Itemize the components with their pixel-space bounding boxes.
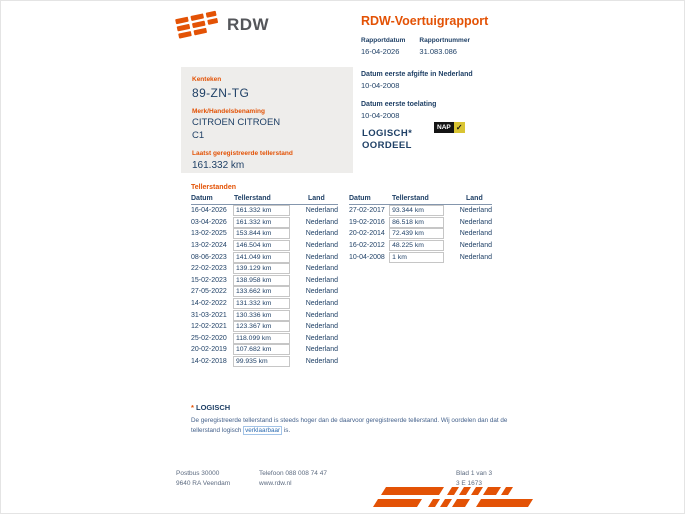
row-country: Nederland xyxy=(305,265,338,273)
row-date: 16-04-2026 xyxy=(191,207,227,215)
odometer-table-left-header xyxy=(191,195,338,205)
kenteken-value: 89-ZN-TG xyxy=(192,86,250,100)
col-header-datum: Datum xyxy=(349,195,371,202)
first-admission xyxy=(361,101,473,120)
row-country: Nederland xyxy=(305,253,338,261)
row-country: Nederland xyxy=(305,323,338,331)
table-row xyxy=(191,251,338,263)
row-odometer-value: 99.935 km xyxy=(233,356,290,367)
row-odometer-value: 130.336 km xyxy=(233,310,290,321)
nap-logo xyxy=(434,122,465,133)
odometer-table-right-header xyxy=(349,195,492,205)
first-issue-label: Datum eerste afgifte in Nederland xyxy=(361,71,473,78)
row-country: Nederland xyxy=(305,230,338,238)
table-row xyxy=(191,344,338,356)
col-header-tellerstand: Tellerstand xyxy=(234,195,271,202)
last-odometer-label: Laatst geregistreerde tellerstand xyxy=(192,150,293,157)
row-odometer-value: 138.958 km xyxy=(233,275,290,286)
logisch-footnote xyxy=(191,403,521,436)
row-date: 14-02-2018 xyxy=(191,358,227,366)
row-country: Nederland xyxy=(459,207,492,215)
row-odometer-value: 93.344 km xyxy=(389,205,444,216)
col-header-land: Land xyxy=(466,195,483,202)
footer-postbus: Postbus 30000 xyxy=(176,470,220,477)
col-header-datum: Datum xyxy=(191,195,213,202)
row-country: Nederland xyxy=(305,334,338,342)
report-number xyxy=(419,37,470,56)
footer-phone: Telefoon 088 008 74 47 xyxy=(259,470,327,477)
first-admission-label: Datum eerste toelating xyxy=(361,101,437,108)
row-date: 13-02-2024 xyxy=(191,242,227,250)
row-odometer-value: 133.662 km xyxy=(233,286,290,297)
verdict-line2: OORDEEL xyxy=(362,140,412,151)
row-date: 20-02-2019 xyxy=(191,346,227,354)
row-date: 19-02-2016 xyxy=(349,218,385,226)
kenteken-label: Kenteken xyxy=(192,76,222,83)
footnote-line2-after: is. xyxy=(282,427,291,434)
row-odometer-value: 153.844 km xyxy=(233,228,290,239)
row-date: 15-02-2023 xyxy=(191,276,227,284)
col-header-tellerstand: Tellerstand xyxy=(392,195,429,202)
rdw-logo-text: RDW xyxy=(227,15,270,34)
row-date: 22-02-2023 xyxy=(191,265,227,273)
row-odometer-value: 72.439 km xyxy=(389,228,444,239)
row-date: 10-04-2008 xyxy=(349,253,385,261)
row-odometer-value: 161.332 km xyxy=(233,205,290,216)
footer-address xyxy=(176,469,230,488)
report-meta xyxy=(361,37,470,56)
row-odometer-value: 123.367 km xyxy=(233,321,290,332)
row-date: 03-04-2026 xyxy=(191,218,227,226)
row-odometer-value: 139.129 km xyxy=(233,263,290,274)
table-row xyxy=(349,217,492,229)
vehicle-summary-box xyxy=(181,67,353,173)
rdw-logo xyxy=(174,10,269,40)
row-odometer-value: 1 km xyxy=(389,252,444,263)
table-row xyxy=(191,240,338,252)
footer-paging xyxy=(456,469,492,488)
row-country: Nederland xyxy=(305,276,338,284)
table-row xyxy=(349,251,492,263)
table-row xyxy=(191,356,338,368)
col-header-land: Land xyxy=(308,195,325,202)
verdict-text xyxy=(362,128,412,152)
odometer-table-left xyxy=(191,195,338,367)
row-country: Nederland xyxy=(305,288,338,296)
footnote-title xyxy=(191,403,521,412)
row-country: Nederland xyxy=(305,346,338,354)
merk-label: Merk/Handelsbenaming xyxy=(192,108,265,115)
row-date: 08-06-2023 xyxy=(191,253,227,261)
footnote-text xyxy=(191,416,521,436)
footer-city: 9640 RA Veendam xyxy=(176,479,231,487)
row-country: Nederland xyxy=(305,242,338,250)
row-date: 31-03-2021 xyxy=(191,311,227,319)
row-odometer-value: 107.682 km xyxy=(233,344,290,355)
row-country: Nederland xyxy=(459,253,492,261)
table-row xyxy=(191,263,338,275)
odometer-table-right xyxy=(349,195,492,263)
footnote-title-text: LOGISCH xyxy=(196,403,231,412)
footnote-asterisk: * xyxy=(191,403,194,412)
table-row xyxy=(191,275,338,287)
odometer-table-left-body xyxy=(191,205,338,367)
row-country: Nederland xyxy=(459,230,492,238)
nap-checkmark-icon: ✓ xyxy=(454,122,465,133)
table-row xyxy=(191,321,338,333)
row-country: Nederland xyxy=(459,242,492,250)
footnote-line2-before: tellerstand logisch xyxy=(191,427,244,434)
footer-form-code: 3 E 1673 xyxy=(456,479,483,487)
row-date: 20-02-2014 xyxy=(349,230,385,238)
table-row xyxy=(191,205,338,217)
nap-logo-text: NAP xyxy=(434,122,454,133)
report-date-label: Rapportdatum xyxy=(361,37,406,44)
racing-stripes-icon xyxy=(373,487,533,509)
row-date: 14-02-2022 xyxy=(191,300,227,308)
rdw-flag-icon xyxy=(174,10,220,40)
footer-page-indicator: Blad 1 van 3 xyxy=(456,470,493,477)
row-country: Nederland xyxy=(459,218,492,226)
row-country: Nederland xyxy=(305,207,338,215)
table-row xyxy=(191,333,338,345)
row-country: Nederland xyxy=(305,358,338,366)
report-number-label: Rapportnummer xyxy=(419,37,470,44)
first-issue xyxy=(361,71,473,90)
report-date-value: 16-04-2026 xyxy=(361,47,400,56)
row-date: 12-02-2021 xyxy=(191,323,227,331)
row-date: 13-02-2025 xyxy=(191,230,227,238)
merk-value-line1: CITROEN CITROEN xyxy=(192,117,281,128)
row-date: 27-02-2017 xyxy=(349,207,385,215)
report-date xyxy=(361,37,405,56)
row-date: 16-02-2012 xyxy=(349,242,385,250)
table-row xyxy=(191,286,338,298)
table-row xyxy=(349,240,492,252)
row-odometer-value: 146.504 km xyxy=(233,240,290,251)
table-row xyxy=(349,228,492,240)
footnote-line1: De geregistreerde tellerstand is steeds hoger dan de daarvoor geregistreerde tellerstand. Wij oordelen dan dat de xyxy=(191,417,508,424)
row-country: Nederland xyxy=(305,311,338,319)
row-odometer-value: 161.332 km xyxy=(233,217,290,228)
row-date: 27-05-2022 xyxy=(191,288,227,296)
table-row xyxy=(191,309,338,321)
page-title: RDW-Voertuigrapport xyxy=(361,14,489,28)
row-odometer-value: 118.099 km xyxy=(233,333,290,344)
first-admission-value: 10-04-2008 xyxy=(361,111,400,120)
footer-contact xyxy=(259,469,327,488)
last-odometer-value: 161.332 km xyxy=(192,160,245,171)
row-odometer-value: 141.049 km xyxy=(233,252,290,263)
row-odometer-value: 131.332 km xyxy=(233,298,290,309)
table-row xyxy=(191,228,338,240)
odometer-section-title: Tellerstanden xyxy=(191,184,236,191)
table-row xyxy=(349,205,492,217)
report-number-value: 31.083.086 xyxy=(419,47,457,56)
table-row xyxy=(191,298,338,310)
first-issue-value: 10-04-2008 xyxy=(361,81,400,90)
verdict-line1: LOGISCH* xyxy=(362,128,413,139)
racing-stripes-graphic xyxy=(373,487,533,514)
table-row xyxy=(191,217,338,229)
row-date: 25-02-2020 xyxy=(191,334,227,342)
row-country: Nederland xyxy=(305,218,338,226)
row-odometer-value: 48.225 km xyxy=(389,240,444,251)
row-country: Nederland xyxy=(305,300,338,308)
merk-value-line2: C1 xyxy=(192,130,205,141)
row-odometer-value: 86.518 km xyxy=(389,217,444,228)
verklaarbaar-link[interactable]: verklaarbaar xyxy=(245,427,281,434)
registration-info xyxy=(361,71,473,120)
footer-website-link[interactable]: www.rdw.nl xyxy=(259,479,292,487)
odometer-table-right-body xyxy=(349,205,492,263)
